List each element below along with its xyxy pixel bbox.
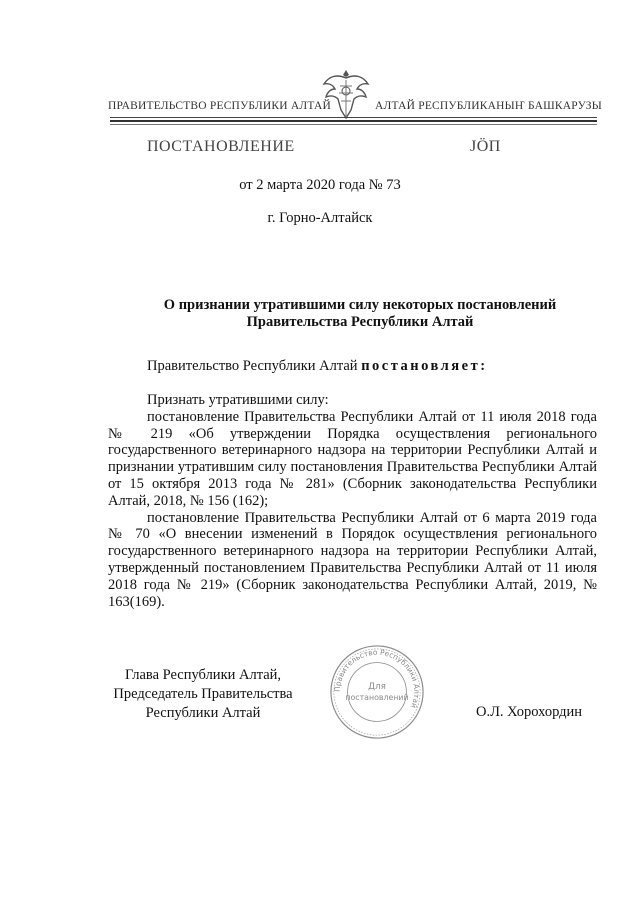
stamp-center-line: постановлений xyxy=(345,692,409,702)
date-line: от 2 марта 2020 года № 73 xyxy=(239,177,401,193)
official-stamp xyxy=(328,643,426,741)
title-line: Правительства Республики Алтай xyxy=(246,314,474,330)
document-title xyxy=(120,297,600,331)
header-rule xyxy=(110,120,597,122)
title-line: О признании утратившими силу некоторых постановлений xyxy=(163,297,557,313)
signature-name: О.Л. Хорохордин xyxy=(476,704,583,720)
header-rule xyxy=(110,124,597,125)
header-left: ПРАВИТЕЛЬСТВО РЕСПУБЛИКИ АЛТАЙ xyxy=(108,100,332,112)
signature-position xyxy=(88,666,318,723)
decree-verb: постановляет: xyxy=(361,358,488,374)
paragraph: Признать утратившими силу: xyxy=(147,392,329,408)
altai-eagle-emblem-icon xyxy=(321,66,371,122)
position-line: Глава Республики Алтай, xyxy=(124,667,282,683)
doc-type-alt: ЈӦП xyxy=(470,138,501,155)
paragraph: постановление Правительства Республики Алтай от 6 марта 2019 года № 70 «О внесении изменений в Порядок осуществления регионального государственного ветеринарного надзора на территории Республики Алтай, утвержденный постановлением Правительства Республики Алтай от 11 июля 2018 года № 219» (Сборник законодательства Республики Алтай, 2019, № 163(169). xyxy=(108,509,597,610)
city: г. Горно-Алтайск xyxy=(267,210,373,226)
header-rule xyxy=(110,117,597,118)
position-line: Председатель Правительства xyxy=(113,686,293,702)
stamp-ring-text: Правительство Республики Алтай xyxy=(332,647,422,710)
doc-type: ПОСТАНОВЛЕНИЕ xyxy=(147,138,295,155)
decree-subject: Правительство Республики Алтай xyxy=(147,358,358,374)
header-right: АЛТАЙ РЕСПУБЛИКАНЫҤ БАШКАРУЗЫ xyxy=(375,100,602,112)
stamp-center-line: Для xyxy=(368,682,386,693)
position-line: Республики Алтай xyxy=(145,705,261,721)
decree-line xyxy=(147,358,488,375)
paragraph: постановление Правительства Республики Алтай от 11 июля 2018 года № 219 «Об утверждении Порядка осуществления регионального государственного ветеринарного надзора на территории Республики Алтай и признании утратившим силу постановления Правительства Республики Алтай от 15 октября 2013 года № 281» (Сборник законодательства Республики Алтай, 2018, № 156 (162); xyxy=(108,408,597,509)
body-text xyxy=(108,392,597,610)
